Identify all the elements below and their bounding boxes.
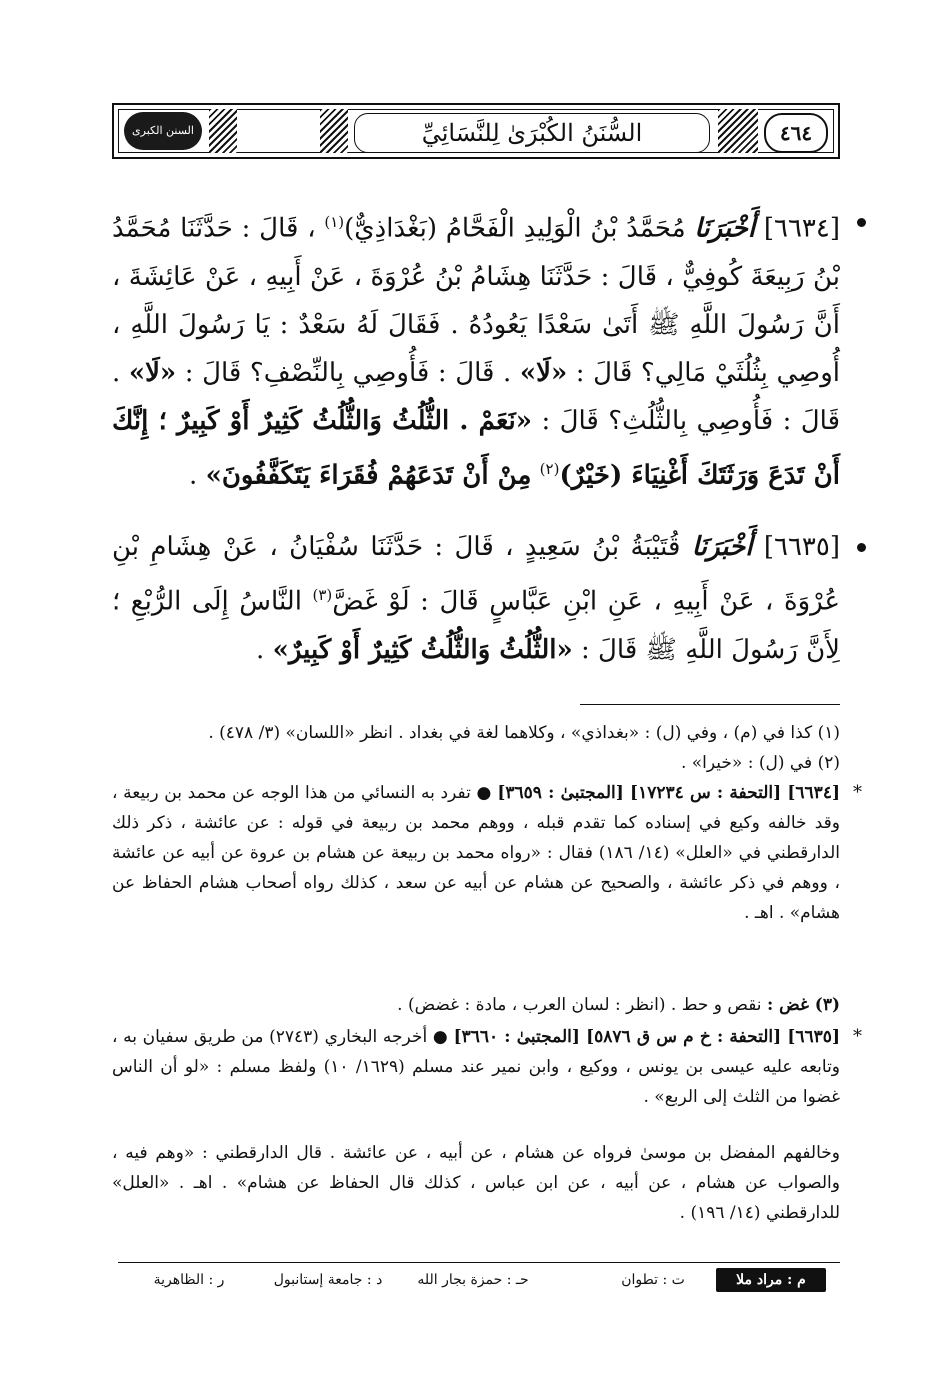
hadith-number: [٦٦٣٥] [763, 532, 840, 562]
takhrij-text: ● أخرجه البخاري (٢٧٤٣) من طريق سفيان به ، وتابعه عليه عيسى بن يونس ، ووكيع ، وابن نمير عند مسلم (١٦٢٩/ ١٠) ولفظ مسلم : «لو أن الناس غضوا من الثلث إلى الربع» . [112, 1027, 841, 1107]
bottom-rule [118, 1262, 840, 1263]
book-logo-text: السنن الكبرى [132, 124, 194, 137]
takhrij-6635-continued: وخالفهم المفضل بن موسىٰ فرواه عن هشام ، عن أبيه ، عن عائشة . قال الدارقطني : «وهم فيه ، والصواب عن هشام ، عن أبيه ، عن ابن عباس ، كذلك قال الحفاظ عن هشام» . اهـ . «العلل» للدارقطني (١٤/ ١٩٦) . [112, 1143, 840, 1223]
hadith-text: مُحَمَّدُ بْنُ الْوَلِيدِ الْفَحَّامُ (بَغْدَاذِيٌّ) [344, 213, 686, 244]
footnote-mark: (٣) [312, 586, 333, 604]
prophet-speech: «لَا» [519, 357, 568, 388]
footnote-divider [580, 704, 840, 705]
hadith-text: قُتَيْبَةُ بْنُ سَعِيدٍ ، قَالَ : حَدَّثَنَا سُفْيَانُ ، عَنْ هِشَامِ بْنِ عُرْوَةَ ، عَنْ أَبِيهِ ، عَنِ ابْنِ عَبَّاسٍ قَالَ : لَوْ غَضَّ [112, 532, 840, 617]
hadith-text: . قَالَ : فَأُوصِي بِالنِّصْفِ؟ قَالَ : [184, 357, 512, 388]
footnote-text: نقص و حط . (انظر : لسان العرب ، مادة : غضض) . [397, 995, 762, 1015]
book-logo-badge [124, 112, 202, 150]
takhrij-6634 [112, 778, 862, 928]
hadith-text: النَّاسُ إِلَى الرُّبْعِ ؛ لِأَنَّ رَسُولَ اللَّهِ ﷺ قَالَ : [112, 586, 840, 665]
prophet-speech: مِنْ أَنْ تَدَعَهُمْ فُقَرَاءَ يَتَكَفَّفُونَ» [205, 460, 532, 491]
hadith-number: [٦٦٣٤] [763, 213, 841, 244]
footnote-word: (٣) غض : [766, 995, 840, 1015]
manuscript-code-d: د : جامعة إستانبول [273, 1272, 383, 1288]
takhrij-ref: [٦٦٣٥] [التحفة : خ م س ق ٥٨٧٦] [المجتبىٰ : ٣٦٦٠] [453, 1027, 840, 1047]
hadith-lead: أَخْبَرَنَا [694, 213, 756, 244]
star-icon: * [853, 782, 862, 803]
manuscript-code-m: م : مراد ملا [716, 1268, 826, 1292]
hadith-lead: أَخْبَرَنَا [691, 532, 753, 562]
hadith-text: . قَالَ : فَأُوصِي بِالثُّلُثِ؟ قَالَ : [112, 357, 841, 436]
hadith-end: . [189, 460, 198, 491]
footnote-2: (٢) في (ل) : «خيرا» . [680, 753, 840, 773]
manuscript-code-t: ت : تطوان [621, 1272, 685, 1288]
hadith-end: . [256, 634, 265, 665]
manuscript-code-h: حـ : حمزة بجار الله [417, 1272, 529, 1288]
book-title: السُّنَنُ الكُبْرَىٰ لِلنَّسَائِيِّ [354, 113, 710, 153]
hadith-text: ، قَالَ : حَدَّثَنَا مُحَمَّدُ بْنُ رَبِيعَةَ كُوفِيٌّ ، قَالَ : حَدَّثَنَا هِشَامُ بْنُ عُرْوَةَ ، عَنْ أَبِيهِ ، عَنْ عَائِشَةَ ، أَنَّ رَسُولَ اللَّهِ ﷺ أَتَىٰ سَعْدًا يَعُودُهُ . فَقَالَ لَهُ سَعْدٌ : يَا رَسُولَ اللَّهِ ، أُوصِي بِثُلُثَيْ مَالِي؟ قَالَ : [112, 213, 841, 388]
hadith-6634 [112, 198, 840, 499]
manuscript-code-r: ر : الظاهرية [153, 1272, 225, 1288]
bullet-icon [857, 218, 866, 227]
ornament-hatch-left [209, 109, 237, 153]
ornament-hatch-right [718, 109, 758, 153]
takhrij-6635 [112, 1022, 862, 1112]
prophet-speech: «نَعَمْ . الثُّلُثُ وَالثُّلُثُ كَثِيرٌ أَوْ كَبِيرٌ ؛ إِنَّكَ أَنْ تَدَعَ وَرَثَتَكَ أَغْنِيَاءَ (خَيْرٌ) [112, 405, 840, 491]
footnote-mark: (٢) [539, 459, 560, 478]
prophet-speech: «الثُّلُثُ وَالثُّلُثُ كَثِيرٌ أَوْ كَبِيرٌ» [272, 634, 573, 665]
takhrij-ref: [٦٦٣٤] [التحفة : س ١٧٢٣٤] [المجتبىٰ : ٣٦٥٩] [497, 783, 840, 803]
prophet-speech: «لَا» [128, 357, 177, 388]
footnote-mark: (١) [324, 213, 345, 231]
takhrij-text: ● تفرد به النسائي من هذا الوجه عن محمد بن ربيعة ، وقد خالفه وكيع في إسناده كما تقدم قبله ، ووهم محمد بن ربيعة في قوله : عن عائشة ، ذكر ذلك الدارقطني في «العلل» (١٤/ ١٨٦) فقال : «رواه محمد بن ربيعة عن هشام بن عروة عن أبيه عن عائشة ، ووهم في ذكر عائشة ، والصحيح عن هشام عن أبيه عن سعد ، كذلك رواه أصحاب هشام الحفاظ عن هشام» . اهـ . [112, 783, 841, 923]
ornament-hatch-center-left [320, 109, 348, 153]
bullet-icon [857, 543, 866, 552]
star-icon: * [853, 1026, 862, 1047]
footnote-1: (١) كذا في (م) ، وفي (ل) : «بغداذي» ، وكلاهما لغة في بغداد . انظر «اللسان» (٣/ ٤٧٨) . [208, 723, 840, 743]
footnote-3 [112, 990, 864, 1020]
page-header [112, 103, 840, 159]
page-number: ٤٦٤ [764, 113, 828, 153]
hadith-6635 [112, 523, 840, 674]
